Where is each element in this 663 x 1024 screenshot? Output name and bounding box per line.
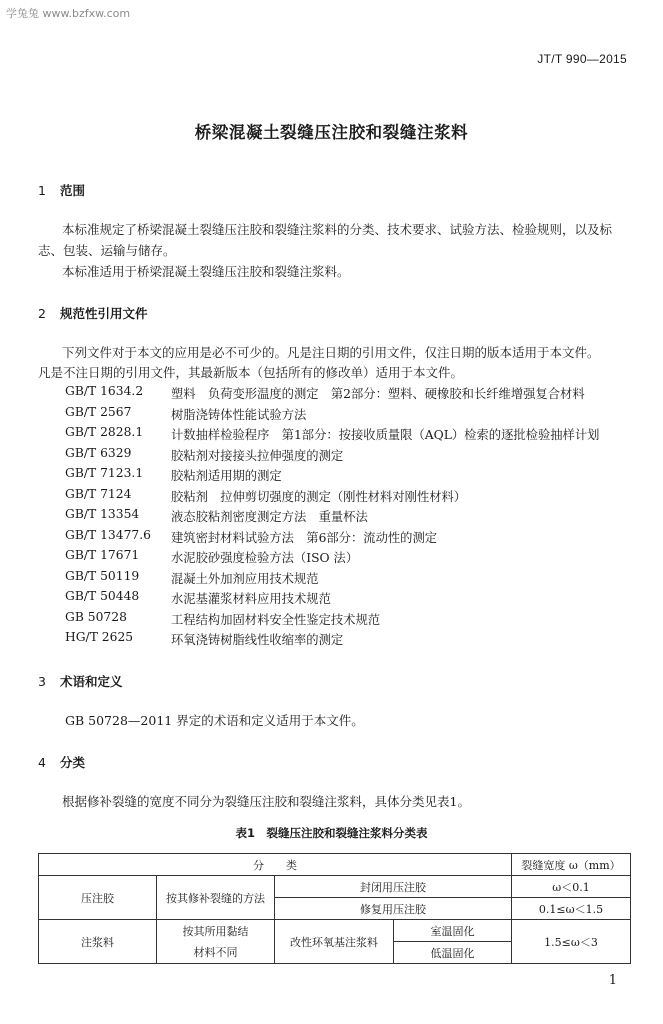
classification-table — [38, 853, 631, 964]
reference-code: GB/T 50448 — [65, 589, 140, 603]
reference-title: 计数抽样检验程序 第1部分：按接收质量限（AQL）检索的逐批检验抽样计划 — [171, 428, 600, 442]
reference-title: 胶粘剂 拉伸剪切强度的测定（刚性材料对刚性材料） — [171, 489, 467, 504]
section-1-paragraph-1-line-1: 本标准规定了桥梁混凝土裂缝压注胶和裂缝注浆料的分类、技术要求、试验方法、检验规则，以及标 — [62, 222, 613, 237]
section-4-title: 分类 — [60, 755, 86, 770]
table-row — [39, 876, 631, 898]
group-2-name: 注浆料 — [39, 920, 157, 964]
reference-title: 胶粘剂对接接头拉伸强度的测定 — [171, 448, 344, 463]
group-2-cure-2: 低温固化 — [394, 942, 512, 964]
section-3-paragraph: GB 50728—2011 界定的术语和定义适用于本文件。 — [65, 713, 364, 728]
group-1-type-2: 修复用压注胶 — [275, 898, 512, 920]
reference-code: GB/T 2828.1 — [65, 425, 144, 439]
page-number: 1 — [608, 973, 617, 988]
section-2-intro-line-2: 凡是不注日期的引用文件，其最新版本（包括所有的修改单）适用于本文件。 — [38, 365, 464, 380]
section-3-heading — [38, 672, 123, 690]
reference-title: 液态胶粘剂密度测定方法 重量杯法 — [171, 510, 368, 524]
section-1-title: 范围 — [60, 183, 86, 198]
table-row — [39, 920, 631, 942]
table-1-caption: 表1 裂缝压注胶和裂缝注浆料分类表 — [235, 826, 428, 840]
reference-code: GB/T 6329 — [65, 445, 132, 460]
reference-code: GB 50728 — [65, 609, 127, 624]
standard-code: JT/T 990—2015 — [537, 52, 627, 66]
reference-code: GB/T 1634.2 — [65, 384, 144, 398]
section-4-paragraph: 根据修补裂缝的宽度不同分为裂缝压注胶和裂缝注浆料，具体分类见表1。 — [62, 794, 470, 809]
reference-code: GB/T 50119 — [65, 568, 140, 583]
section-1-paragraph-1-line-2: 志、包装、运输与储存。 — [38, 243, 176, 258]
group-1-method: 按其修补裂缝的方法 — [157, 876, 275, 920]
reference-title: 胶粘剂适用期的测定 — [171, 469, 282, 483]
group-2-material: 改性环氧基注浆料 — [275, 920, 394, 964]
reference-code: GB/T 13477.6 — [65, 527, 151, 542]
section-4-heading — [38, 753, 85, 771]
group-1-type-1: 封闭用压注胶 — [275, 876, 512, 898]
group-2-width: 1.5≤ω＜3 — [512, 920, 631, 964]
section-2-title: 规范性引用文件 — [60, 306, 148, 321]
reference-title: 混凝土外加剂应用技术规范 — [171, 571, 319, 586]
reference-code: HG/T 2625 — [65, 630, 134, 644]
reference-code: GB/T 13354 — [65, 507, 140, 521]
reference-title: 建筑密封材料试验方法 第6部分：流动性的测定 — [171, 530, 438, 545]
table-header-row — [39, 854, 631, 876]
reference-title: 水泥胶砂强度检验方法（ISO 法） — [171, 551, 359, 565]
reference-title: 工程结构加固材料安全性鉴定技术规范 — [171, 612, 381, 627]
section-2-heading — [38, 304, 148, 322]
section-4-number: 4 — [38, 755, 46, 770]
reference-code: GB/T 7123.1 — [65, 466, 144, 480]
group-1-name: 压注胶 — [39, 876, 157, 920]
group-2-method — [157, 920, 275, 964]
document-title: 桥梁混凝土裂缝压注胶和裂缝注浆料 — [194, 123, 469, 142]
group-2-cure-1: 室温固化 — [394, 920, 512, 942]
section-1-heading — [38, 181, 85, 199]
watermark: 学兔兔 www.bzfxw.com — [6, 7, 131, 20]
group-2-method-line-2: 材料不同 — [193, 945, 238, 959]
reference-title: 树脂浇铸体性能试验方法 — [171, 407, 307, 422]
section-1-paragraph-2: 本标准适用于桥梁混凝土裂缝压注胶和裂缝注浆料。 — [62, 264, 350, 279]
section-2-number: 2 — [38, 306, 46, 321]
section-3-title: 术语和定义 — [60, 674, 123, 689]
reference-code: GB/T 7124 — [65, 486, 132, 501]
group-1-width-1: ω＜0.1 — [512, 876, 631, 898]
reference-code: GB/T 17671 — [65, 548, 140, 562]
group-2-method-line-1: 按其所用黏结 — [182, 924, 249, 938]
section-3-number: 3 — [38, 674, 46, 689]
reference-code: GB/T 2567 — [65, 404, 132, 419]
group-1-width-2: 0.1≤ω＜1.5 — [512, 898, 631, 920]
reference-title: 塑料 负荷变形温度的测定 第2部分：塑料、硬橡胶和长纤维增强复合材料 — [171, 387, 585, 401]
section-1-number: 1 — [38, 183, 46, 198]
reference-title: 水泥基灌浆材料应用技术规范 — [171, 592, 331, 606]
reference-title: 环氧浇铸树脂线性收缩率的测定 — [171, 633, 344, 647]
header-crack-width: 裂缝宽度 ω（mm） — [512, 854, 631, 876]
header-classification: 分 类 — [39, 854, 512, 876]
section-2-intro-line-1: 下列文件对于本文的应用是必不可少的。凡是注日期的引用文件，仅注日期的版本适用于本文件。 — [62, 345, 600, 360]
